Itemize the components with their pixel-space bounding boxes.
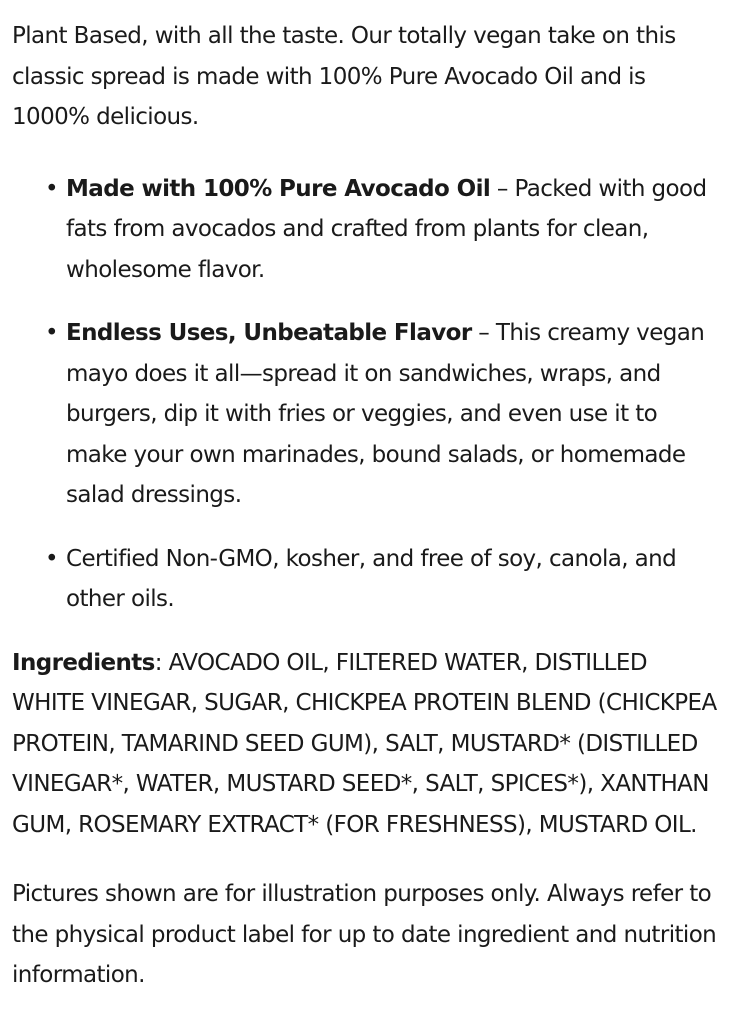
- feature-item-uses-flavor: [12, 313, 724, 516]
- feature-text: – Packed with good fats from avocados and crafted from plants for clean, wholesome flavor.: [66, 175, 707, 283]
- intro-paragraph: Plant Based, with all the taste. Our totally vegan take on this classic spread is made with 100% Pure Avocado Oil and is 1000% delicious.: [12, 23, 676, 130]
- feature-item-certifications: [12, 539, 724, 620]
- feature-item-avocado-oil: [12, 169, 724, 291]
- bullet-icon: •: [45, 320, 58, 346]
- ingredients-paragraph: [12, 643, 724, 846]
- bullet-icon: •: [45, 175, 58, 202]
- disclaimer-paragraph: Pictures shown are for illustration purposes only. Always refer to the physical product label for up to date ingredient and nutrition information.: [12, 881, 717, 988]
- feature-text: Certified Non-GMO, kosher, and free of soy, canola, and other oils.: [66, 545, 677, 612]
- product-description: [12, 16, 724, 996]
- ingredients-label: Ingredients: [12, 649, 155, 676]
- feature-list: [12, 169, 724, 620]
- feature-text: – This creamy vegan mayo does it all—spread it on sandwiches, wraps, and burgers, dip it with fries or veggies, and even use it to make your own marinades, bound salads, or homemade salad dressings.: [66, 320, 705, 508]
- feature-title: Endless Uses, Unbeatable Flavor: [66, 320, 472, 346]
- feature-title: Made with 100% Pure Avocado Oil: [66, 175, 491, 202]
- ingredients-text: : AVOCADO OIL, FILTERED WATER, DISTILLED WHITE VINEGAR, SUGAR, CHICKPEA PROTEIN BLEND (CHICKPEA PROTEIN, TAMARIND SEED GUM), SALT, MUSTARD* (DISTILLED VINEGAR*, WATER, MUSTARD SEED*, SALT, SPICES*), XANTHAN GUM, ROSEMARY EXTRACT* (FOR FRESHNESS), MUSTARD OIL.: [12, 649, 717, 838]
- bullet-icon: •: [45, 545, 58, 572]
